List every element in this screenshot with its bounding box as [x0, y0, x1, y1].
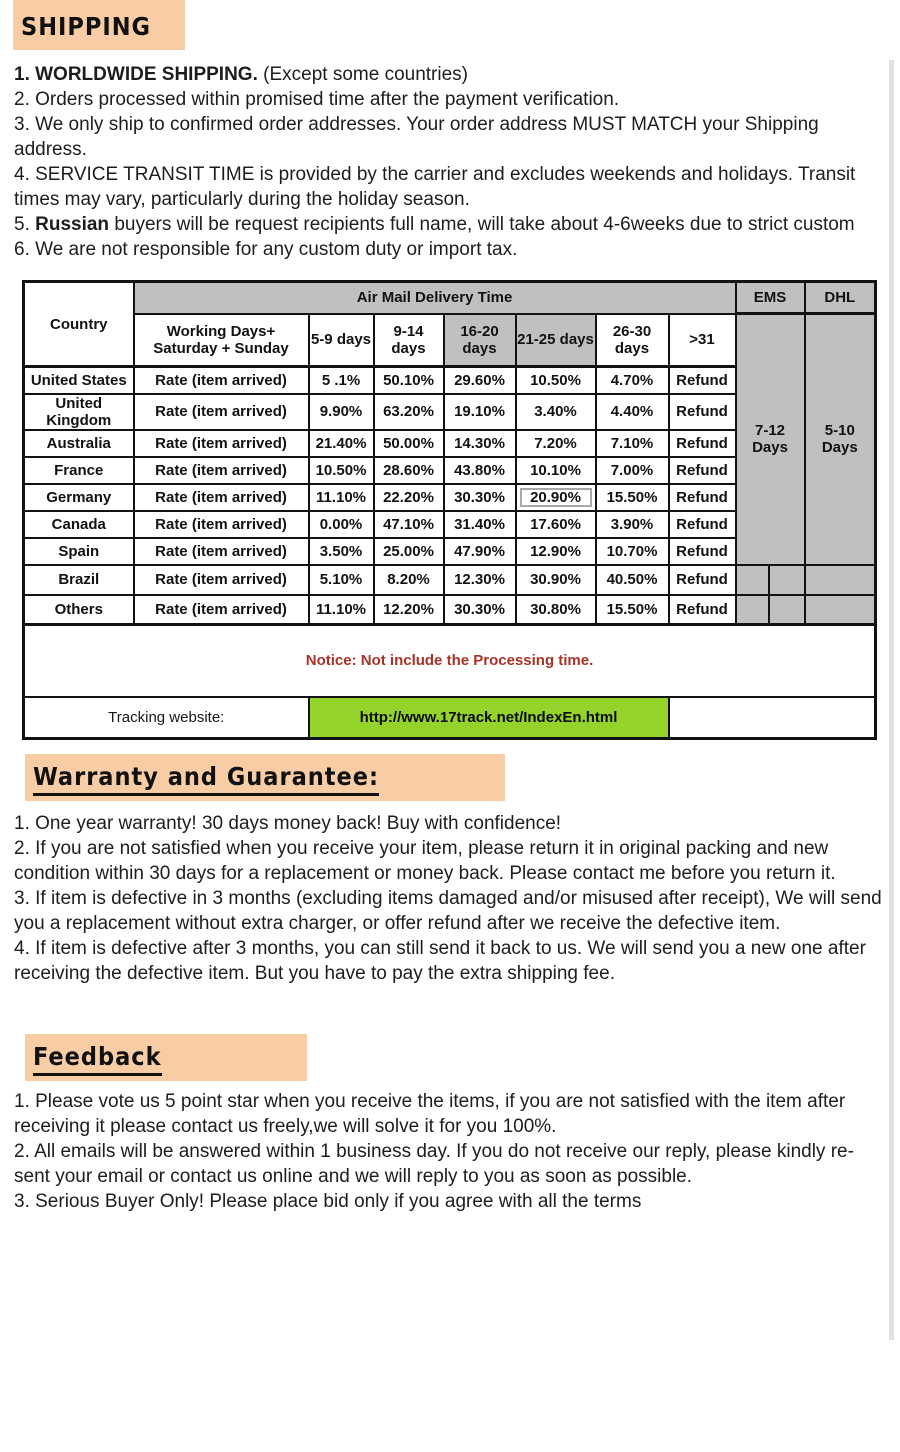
feedback-section-header — [25, 1034, 307, 1081]
shipping-item-3 — [0, 112, 900, 162]
delivery-time-table — [22, 280, 877, 740]
rate-label-cell: Rate (item arrived) — [134, 595, 309, 625]
warranty-item-2: 2. If you are not satisfied when you receive your item, please return it in original packing and new condition within 30 days for a replacement or money back. Please contact me before you return it. — [14, 838, 836, 884]
warranty-section-header — [25, 754, 505, 801]
pct-cell: 12.90% — [516, 538, 596, 565]
pct-cell: 31.40% — [444, 511, 516, 538]
dhl-delivery-value: 5-10 Days — [805, 314, 876, 565]
pct-cell: 10.50% — [516, 367, 596, 394]
pct-cell: 10.50% — [309, 457, 374, 484]
col-header-airmail: Air Mail Delivery Time — [134, 282, 736, 314]
pct-cell: 14.30% — [444, 430, 516, 457]
pct-cell: 47.90% — [444, 538, 516, 565]
col-header-dhl: DHL — [805, 282, 876, 314]
col-header-5-9: 5-9 days — [309, 314, 374, 367]
ems-delivery-value: 7-12 Days — [736, 314, 805, 565]
col-header-ems: EMS — [736, 282, 805, 314]
refund-cell: Refund — [669, 538, 736, 565]
pct-cell: 30.30% — [444, 484, 516, 511]
shipping-item-5-bold: Russian — [35, 214, 110, 235]
pct-cell: 4.70% — [596, 367, 669, 394]
table-header-row-1 — [24, 282, 876, 314]
rate-label-cell: Rate (item arrived) — [134, 394, 309, 430]
empty-gray-cell — [769, 565, 805, 595]
pct-cell: 11.10% — [309, 595, 374, 625]
empty-gray-cell — [736, 595, 769, 625]
pct-cell: 5 .1% — [309, 367, 374, 394]
pct-cell: 11.10% — [309, 484, 374, 511]
feedback-item-1: 1. Please vote us 5 point star when you receive the items, if you are not satisfied with the item after receiving it please contact us freely,we will solve it for you 100%. — [14, 1091, 846, 1137]
table-tracking-row — [24, 697, 876, 739]
pct-cell: 7.20% — [516, 430, 596, 457]
refund-cell: Refund — [669, 367, 736, 394]
warranty-section-title: Warranty and Guarantee: — [33, 762, 379, 796]
pct-cell: 22.20% — [374, 484, 444, 511]
pct-cell: 15.50% — [596, 484, 669, 511]
col-header-21-25: 21-25 days — [516, 314, 596, 367]
country-cell: United Kingdom — [24, 394, 134, 430]
rate-label-cell: Rate (item arrived) — [134, 367, 309, 394]
shipping-item-5-prefix: 5. — [14, 214, 36, 235]
pct-cell: 50.10% — [374, 367, 444, 394]
pct-cell: 8.20% — [374, 565, 444, 595]
pct-cell: 12.30% — [444, 565, 516, 595]
rate-label-cell: Rate (item arrived) — [134, 484, 309, 511]
country-cell: Brazil — [24, 565, 134, 595]
pct-cell: 29.60% — [444, 367, 516, 394]
feedback-section-title: Feedback — [33, 1042, 162, 1076]
pct-cell: 10.10% — [516, 457, 596, 484]
col-header-gt31: >31 — [669, 314, 736, 367]
country-cell: Australia — [24, 430, 134, 457]
feedback-item-2: 2. All emails will be answered within 1 business day. If you do not receive our reply, please kindly re-sent your email or contact us online and we will reply to you as soon as possible. — [14, 1141, 854, 1187]
rate-label-cell: Rate (item arrived) — [134, 565, 309, 595]
refund-cell: Refund — [669, 430, 736, 457]
pct-cell: 28.60% — [374, 457, 444, 484]
shipping-item-3-text: 3. We only ship to confirmed order addresses. Your order address MUST MATCH your Shipping address. — [14, 114, 819, 160]
empty-cell — [669, 697, 876, 739]
country-cell: Germany — [24, 484, 134, 511]
refund-cell: Refund — [669, 511, 736, 538]
pct-cell: 30.90% — [516, 565, 596, 595]
table-notice-row — [24, 625, 876, 697]
shipping-item-1-bold: 1. WORLDWIDE SHIPPING. — [14, 64, 258, 85]
table-row-others — [24, 595, 876, 625]
shipping-item-2 — [0, 87, 900, 112]
pct-cell: 43.80% — [444, 457, 516, 484]
shipping-item-2-text: 2. Orders processed within promised time after the payment verification. — [14, 89, 620, 110]
shipping-item-6 — [0, 237, 900, 262]
table-row-brazil — [24, 565, 876, 595]
pct-cell: 21.40% — [309, 430, 374, 457]
pct-cell: 63.20% — [374, 394, 444, 430]
shipping-item-5 — [0, 212, 900, 237]
pct-cell: 19.10% — [444, 394, 516, 430]
empty-gray-cell — [736, 565, 769, 595]
shipping-item-1 — [0, 62, 900, 87]
refund-cell: Refund — [669, 565, 736, 595]
pct-cell: 3.50% — [309, 538, 374, 565]
warranty-item-3: 3. If item is defective in 3 months (excluding items damaged and/or misused after receipt), We will send you a replacement without extra charger, or offer refund after we receive the defective item. — [14, 888, 882, 934]
col-header-9-14: 9-14 days — [374, 314, 444, 367]
rate-label-cell: Rate (item arrived) — [134, 430, 309, 457]
warranty-item-1: 1. One year warranty! 30 days money back! Buy with confidence! — [14, 813, 562, 834]
pct-cell: 40.50% — [596, 565, 669, 595]
tracking-website-label: Tracking website: — [24, 697, 309, 739]
refund-cell: Refund — [669, 394, 736, 430]
empty-gray-cell — [769, 595, 805, 625]
pct-cell: 3.40% — [516, 394, 596, 430]
pct-cell: 4.40% — [596, 394, 669, 430]
warranty-item-4: 4. If item is defective after 3 months, you can still send it back to us. We will send you a new one after receiving the defective item. But you have to pay the extra shipping fee. — [14, 938, 866, 984]
pct-cell: 12.20% — [374, 595, 444, 625]
pct-cell: 5.10% — [309, 565, 374, 595]
pct-cell: 7.10% — [596, 430, 669, 457]
pct-cell: 17.60% — [516, 511, 596, 538]
rate-label-cell: Rate (item arrived) — [134, 538, 309, 565]
refund-cell: Refund — [669, 457, 736, 484]
col-header-16-20: 16-20 days — [444, 314, 516, 367]
pct-cell: 30.30% — [444, 595, 516, 625]
shipping-item-4 — [0, 162, 900, 212]
shipping-section-title: SHIPPING — [21, 12, 151, 41]
refund-cell: Refund — [669, 595, 736, 625]
pct-cell: 3.90% — [596, 511, 669, 538]
refund-cell: Refund — [669, 484, 736, 511]
pct-cell: 9.90% — [309, 394, 374, 430]
country-cell: France — [24, 457, 134, 484]
pct-cell: 15.50% — [596, 595, 669, 625]
country-cell: United States — [24, 367, 134, 394]
rate-label-cell: Rate (item arrived) — [134, 511, 309, 538]
empty-gray-cell — [805, 595, 876, 625]
pct-cell: 30.80% — [516, 595, 596, 625]
shipping-item-1-text: (Except some countries) — [257, 64, 468, 85]
pct-cell: 10.70% — [596, 538, 669, 565]
country-cell: Canada — [24, 511, 134, 538]
pct-cell: 47.10% — [374, 511, 444, 538]
country-cell: Spain — [24, 538, 134, 565]
col-header-26-30: 26-30 days — [596, 314, 669, 367]
pct-cell: 0.00% — [309, 511, 374, 538]
rate-label-cell: Rate (item arrived) — [134, 457, 309, 484]
empty-gray-cell — [805, 565, 876, 595]
pct-cell: 50.00% — [374, 430, 444, 457]
country-cell: Others — [24, 595, 134, 625]
pct-cell: 25.00% — [374, 538, 444, 565]
table-header-row-2 — [24, 314, 876, 367]
col-header-country: Country — [24, 282, 134, 367]
shipping-item-6-text: 6. We are not responsible for any custom duty or import tax. — [14, 239, 518, 260]
processing-time-notice: Notice: Not include the Processing time. — [24, 625, 876, 697]
tracking-website-link[interactable]: http://www.17track.net/IndexEn.html — [309, 697, 669, 739]
pct-cell: 7.00% — [596, 457, 669, 484]
feedback-item-3: 3. Serious Buyer Only! Please place bid only if you agree with all the terms — [14, 1191, 642, 1212]
shipping-item-5-text: buyers will be request recipients full name, will take about 4-6weeks due to strict custom — [109, 214, 855, 235]
pct-cell-highlighted: 20.90% — [516, 484, 596, 511]
shipping-item-4-text: 4. SERVICE TRANSIT TIME is provided by the carrier and excludes weekends and holidays. Transit times may vary, particularly during the holiday season. — [14, 164, 856, 210]
col-header-working-days: Working Days+ Saturday + Sunday — [134, 314, 309, 367]
